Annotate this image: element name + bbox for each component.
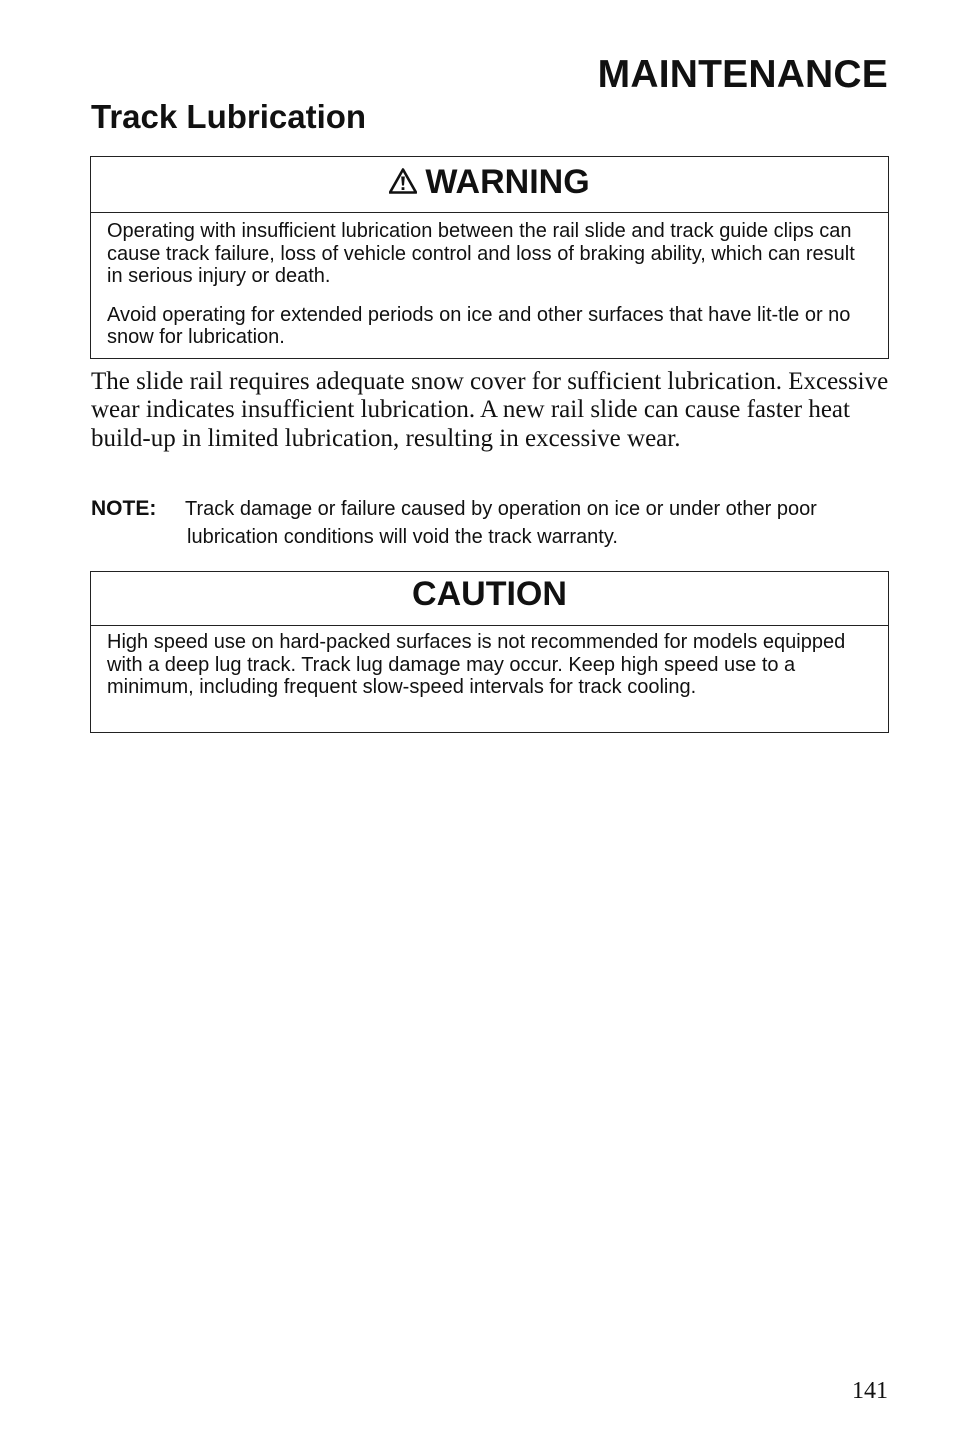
- page-title: Track Lubrication: [91, 98, 367, 135]
- section-header: MAINTENANCE: [597, 53, 888, 96]
- note-text: Track damage or failure caused by operation on ice or under other poor lubrication conditions will void the track warranty.: [185, 498, 817, 548]
- warning-heading: WARNING: [425, 163, 590, 201]
- warning-body: [91, 213, 888, 359]
- warning-box: [90, 156, 889, 359]
- warning-triangle-icon: [389, 168, 417, 194]
- warning-header: [91, 157, 888, 213]
- caution-box: [90, 571, 889, 733]
- caution-paragraph: High speed use on hard-packed surfaces is not recommended for models equipped with a deep lug track. Track lug damage may occur. Keep high speed use to a minimum, including frequent slow-speed intervals for track cooling.: [107, 631, 846, 698]
- caution-body: [91, 626, 888, 709]
- note-label: NOTE:: [91, 497, 157, 520]
- warning-paragraph: Operating with insufficient lubrication between the rail slide and track guide clips can cause track failure, loss of vehicle control and loss of braking ability, which can result in serious injury or death.: [107, 220, 855, 287]
- body-paragraph: The slide rail requires adequate snow cover for sufficient lubrication. Excessive wear indicates insufficient lubrication. A new rail slide can cause faster heat build-up in limited lubrication, resulting in excessive wear.: [91, 368, 889, 452]
- caution-header: [91, 572, 888, 626]
- warning-paragraph: Avoid operating for extended periods on ice and other surfaces that have lit-tle or no snow for lubrication.: [107, 303, 851, 348]
- page-number: 141: [852, 1378, 888, 1404]
- caution-heading: CAUTION: [412, 575, 567, 613]
